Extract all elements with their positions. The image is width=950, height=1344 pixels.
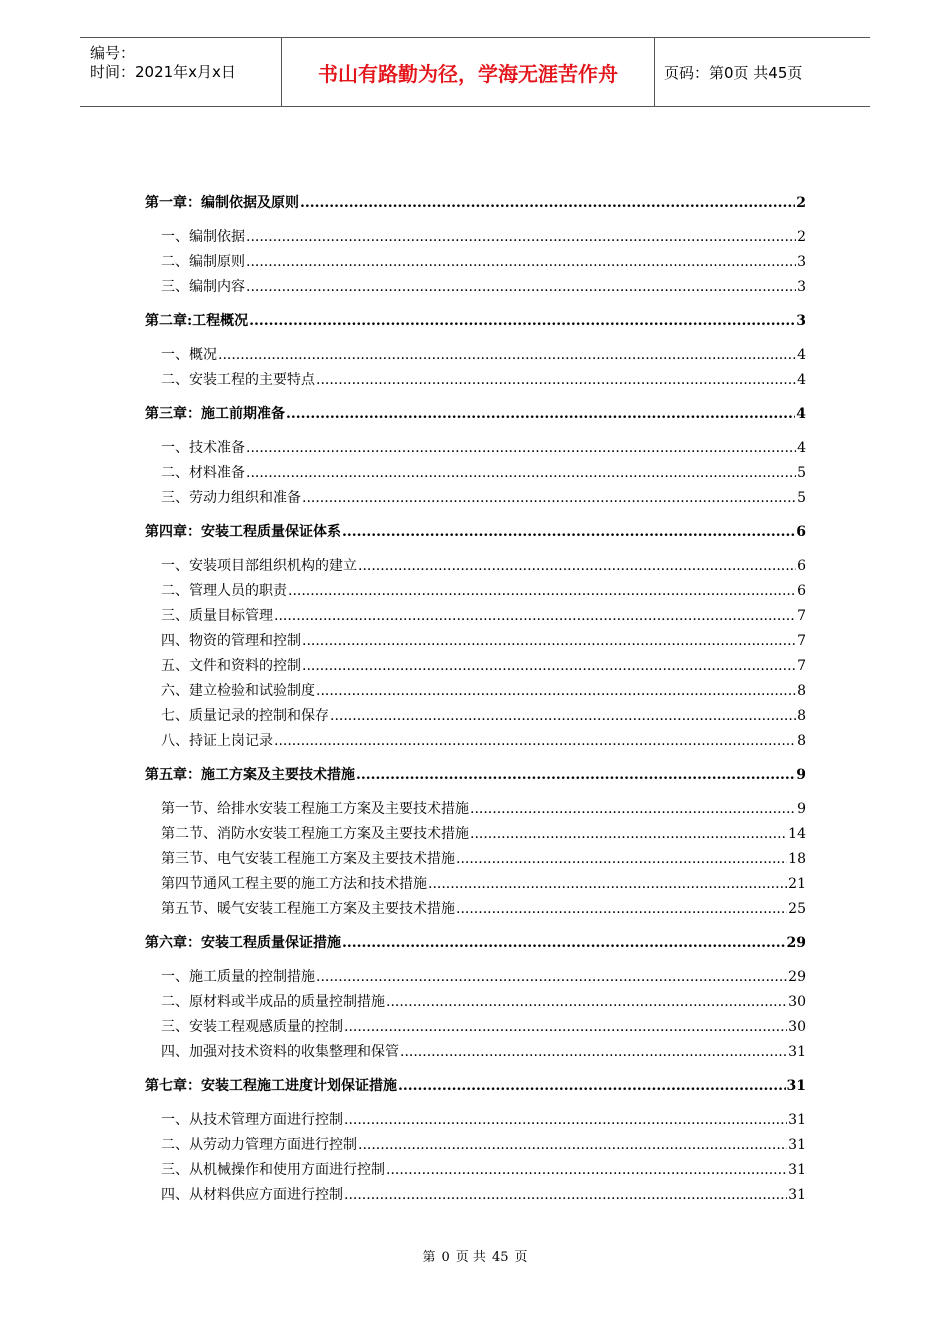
toc-leader-dots bbox=[358, 1136, 787, 1154]
toc-section-entry[interactable] bbox=[161, 728, 806, 750]
footer-mid: 页 共 bbox=[455, 1250, 486, 1265]
toc-leader-dots bbox=[456, 900, 787, 918]
toc-leader-dots bbox=[246, 464, 796, 482]
toc-entry-page: 21 bbox=[788, 876, 806, 892]
toc-leader-dots bbox=[342, 523, 795, 541]
page-footer bbox=[0, 1246, 950, 1265]
toc-leader-dots bbox=[428, 875, 787, 893]
toc-entry-title: 一、概况 bbox=[161, 347, 217, 363]
toc-leader-dots bbox=[218, 346, 796, 364]
toc-section-entry[interactable] bbox=[161, 821, 806, 843]
toc-leader-dots bbox=[456, 850, 787, 868]
toc-entry-page: 30 bbox=[788, 1019, 806, 1035]
toc-entry-page: 30 bbox=[788, 994, 806, 1010]
toc-entry-title: 第一章：编制依据及原则 bbox=[145, 195, 299, 211]
toc-chapter-entry[interactable] bbox=[145, 308, 806, 330]
toc-entry-title: 二、管理人员的职责 bbox=[161, 583, 287, 599]
toc-section-entry[interactable] bbox=[161, 249, 806, 271]
toc-entry-page: 9 bbox=[797, 801, 806, 817]
toc-chapter-entry[interactable] bbox=[145, 1073, 806, 1095]
toc-leader-dots bbox=[386, 1161, 787, 1179]
toc-entry-title: 三、质量目标管理 bbox=[161, 608, 273, 624]
toc-entry-title: 一、从技术管理方面进行控制 bbox=[161, 1112, 343, 1128]
toc-leader-dots bbox=[344, 1186, 787, 1204]
toc-chapter-entry[interactable] bbox=[145, 762, 806, 784]
toc-entry-page: 7 bbox=[797, 658, 806, 674]
toc-leader-dots bbox=[316, 371, 796, 389]
toc-entry-title: 七、质量记录的控制和保存 bbox=[161, 708, 329, 724]
toc-entry-title: 四、从材料供应方面进行控制 bbox=[161, 1187, 343, 1203]
toc-entry-title: 二、原材料或半成品的质量控制措施 bbox=[161, 994, 385, 1010]
toc-leader-dots bbox=[302, 657, 796, 675]
toc-entry-page: 4 bbox=[797, 440, 806, 456]
toc-entry-page: 4 bbox=[796, 406, 806, 422]
toc-entry-page: 25 bbox=[788, 901, 806, 917]
toc-entry-title: 四、物资的管理和控制 bbox=[161, 633, 301, 649]
toc-entry-title: 二、编制原则 bbox=[161, 254, 245, 270]
toc-entry-title: 三、从机械操作和使用方面进行控制 bbox=[161, 1162, 385, 1178]
toc-leader-dots bbox=[386, 993, 787, 1011]
toc-leader-dots bbox=[274, 607, 796, 625]
header-meta bbox=[80, 38, 280, 106]
footer-current-page: 0 bbox=[441, 1250, 450, 1265]
toc-entry-title: 第五节、暖气安装工程施工方案及主要技术措施 bbox=[161, 901, 455, 917]
toc-section-entry[interactable] bbox=[161, 989, 806, 1011]
toc-section-entry[interactable] bbox=[161, 1107, 806, 1129]
toc-entry-title: 一、技术准备 bbox=[161, 440, 245, 456]
toc-section-entry[interactable] bbox=[161, 846, 806, 868]
toc-section-entry[interactable] bbox=[161, 1039, 806, 1061]
toc-entry-title: 六、建立检验和试验制度 bbox=[161, 683, 315, 699]
toc-entry-title: 三、编制内容 bbox=[161, 279, 245, 295]
toc-leader-dots bbox=[249, 312, 795, 330]
toc-chapter-entry[interactable] bbox=[145, 930, 806, 952]
toc-entry-page: 9 bbox=[796, 767, 806, 783]
header-divider bbox=[654, 38, 655, 106]
toc-leader-dots bbox=[342, 934, 786, 952]
header-page-code: 页码：第0页 共45页 bbox=[664, 63, 803, 82]
toc-leader-dots bbox=[246, 439, 796, 457]
toc-entry-title: 第四章：安装工程质量保证体系 bbox=[145, 524, 341, 540]
toc-entry-page: 31 bbox=[788, 1162, 806, 1178]
footer-total-pages: 45 bbox=[491, 1250, 509, 1265]
toc-chapter-entry[interactable] bbox=[145, 519, 806, 541]
toc-entry-title: 第五章：施工方案及主要技术措施 bbox=[145, 767, 355, 783]
toc-entry-page: 29 bbox=[788, 969, 806, 985]
toc-entry-page: 4 bbox=[797, 347, 806, 363]
number-label: 编号： bbox=[90, 44, 136, 62]
toc-leader-dots bbox=[330, 707, 796, 725]
date-label: 时间：2021年x月x日 bbox=[90, 63, 236, 81]
toc-section-entry[interactable] bbox=[161, 342, 806, 364]
header-motto: 书山有路勤为径，学海无涯苦作舟 bbox=[318, 61, 618, 86]
toc-section-entry[interactable] bbox=[161, 1157, 806, 1179]
toc-section-entry[interactable] bbox=[161, 653, 806, 675]
toc-section-entry[interactable] bbox=[161, 678, 806, 700]
toc-entry-page: 2 bbox=[796, 195, 806, 211]
toc-entry-title: 第六章：安装工程质量保证措施 bbox=[145, 935, 341, 951]
toc-entry-title: 第四节通风工程主要的施工方法和技术措施 bbox=[161, 876, 427, 892]
toc-leader-dots bbox=[302, 489, 796, 507]
toc-entry-title: 二、材料准备 bbox=[161, 465, 245, 481]
toc-leader-dots bbox=[356, 766, 795, 784]
toc-entry-page: 8 bbox=[797, 733, 806, 749]
toc-section-entry[interactable] bbox=[161, 224, 806, 246]
toc-section-entry[interactable] bbox=[161, 274, 806, 296]
toc-section-entry[interactable] bbox=[161, 628, 806, 650]
toc-leader-dots bbox=[316, 968, 787, 986]
toc-entry-title: 第三节、电气安装工程施工方案及主要技术措施 bbox=[161, 851, 455, 867]
toc-leader-dots bbox=[286, 405, 795, 423]
toc-entry-page: 31 bbox=[788, 1187, 806, 1203]
toc-section-entry[interactable] bbox=[161, 367, 806, 389]
toc-entry-page: 14 bbox=[788, 826, 806, 842]
footer-prefix: 第 bbox=[422, 1250, 436, 1265]
toc-section-entry[interactable] bbox=[161, 578, 806, 600]
toc-section-entry[interactable] bbox=[161, 1014, 806, 1036]
toc-entry-title: 二、从劳动力管理方面进行控制 bbox=[161, 1137, 357, 1153]
footer-suffix: 页 bbox=[514, 1250, 528, 1265]
toc-entry-page: 6 bbox=[797, 558, 806, 574]
toc-leader-dots bbox=[470, 800, 796, 818]
toc-leader-dots bbox=[316, 682, 796, 700]
toc-chapter-entry[interactable] bbox=[145, 401, 806, 423]
toc-entry-title: 二、安装工程的主要特点 bbox=[161, 372, 315, 388]
toc-leader-dots bbox=[302, 632, 796, 650]
toc-section-entry[interactable] bbox=[161, 796, 806, 818]
toc-entry-page: 6 bbox=[797, 583, 806, 599]
toc-entry-page: 4 bbox=[797, 372, 806, 388]
toc-section-entry[interactable] bbox=[161, 553, 806, 575]
toc-entry-title: 三、劳动力组织和准备 bbox=[161, 490, 301, 506]
toc-entry-title: 三、安装工程观感质量的控制 bbox=[161, 1019, 343, 1035]
toc-entry-title: 第一节、给排水安装工程施工方案及主要技术措施 bbox=[161, 801, 469, 817]
toc-leader-dots bbox=[400, 1043, 787, 1061]
toc-leader-dots bbox=[246, 278, 796, 296]
toc-section-entry[interactable] bbox=[161, 485, 806, 507]
toc-entry-page: 29 bbox=[786, 935, 806, 951]
toc-entry-page: 8 bbox=[797, 683, 806, 699]
toc-entry-title: 四、加强对技术资料的收集整理和保管 bbox=[161, 1044, 399, 1060]
toc-entry-page: 7 bbox=[797, 633, 806, 649]
toc-leader-dots bbox=[344, 1018, 787, 1036]
toc-entry-page: 8 bbox=[797, 708, 806, 724]
toc-leader-dots bbox=[274, 732, 796, 750]
toc-entry-page: 31 bbox=[786, 1078, 806, 1094]
toc-section-entry[interactable] bbox=[161, 964, 806, 986]
toc-section-entry[interactable] bbox=[161, 603, 806, 625]
toc-entry-page: 5 bbox=[797, 490, 806, 506]
toc-leader-dots bbox=[300, 194, 795, 212]
toc-entry-title: 第七章：安装工程施工进度计划保证措施 bbox=[145, 1078, 397, 1094]
toc-leader-dots bbox=[288, 582, 796, 600]
toc-entry-title: 第二节、消防水安装工程施工方案及主要技术措施 bbox=[161, 826, 469, 842]
toc-entry-page: 31 bbox=[788, 1137, 806, 1153]
toc-leader-dots bbox=[344, 1111, 787, 1129]
toc-entry-page: 31 bbox=[788, 1044, 806, 1060]
toc-entry-title: 一、安装项目部组织机构的建立 bbox=[161, 558, 357, 574]
toc-section-entry[interactable] bbox=[161, 896, 806, 918]
toc-entry-title: 八、持证上岗记录 bbox=[161, 733, 273, 749]
toc-entry-page: 18 bbox=[788, 851, 806, 867]
toc-entry-title: 第二章:工程概况 bbox=[145, 313, 249, 329]
toc-section-entry[interactable] bbox=[161, 435, 806, 457]
toc-entry-title: 第三章：施工前期准备 bbox=[145, 406, 285, 422]
toc-entry-page: 3 bbox=[797, 279, 806, 295]
toc-entry-page: 7 bbox=[797, 608, 806, 624]
toc-entry-title: 一、编制依据 bbox=[161, 229, 245, 245]
toc-section-entry[interactable] bbox=[161, 460, 806, 482]
toc-entry-page: 5 bbox=[797, 465, 806, 481]
toc-entry-page: 6 bbox=[796, 524, 806, 540]
toc-entry-page: 3 bbox=[796, 313, 806, 329]
toc-section-entry[interactable] bbox=[161, 871, 806, 893]
toc-entry-page: 2 bbox=[797, 229, 806, 245]
toc-section-entry[interactable] bbox=[161, 703, 806, 725]
toc-entry-page: 3 bbox=[797, 254, 806, 270]
toc-section-entry[interactable] bbox=[161, 1182, 806, 1204]
toc-section-entry[interactable] bbox=[161, 1132, 806, 1154]
page-header bbox=[80, 37, 870, 107]
toc-leader-dots bbox=[246, 228, 796, 246]
toc-leader-dots bbox=[398, 1077, 786, 1095]
toc-entry-title: 五、文件和资料的控制 bbox=[161, 658, 301, 674]
toc-entry-title: 一、施工质量的控制措施 bbox=[161, 969, 315, 985]
toc-chapter-entry[interactable] bbox=[145, 190, 806, 212]
toc-leader-dots bbox=[470, 825, 787, 843]
toc-entry-page: 31 bbox=[788, 1112, 806, 1128]
toc-leader-dots bbox=[246, 253, 796, 271]
toc-leader-dots bbox=[358, 557, 796, 575]
